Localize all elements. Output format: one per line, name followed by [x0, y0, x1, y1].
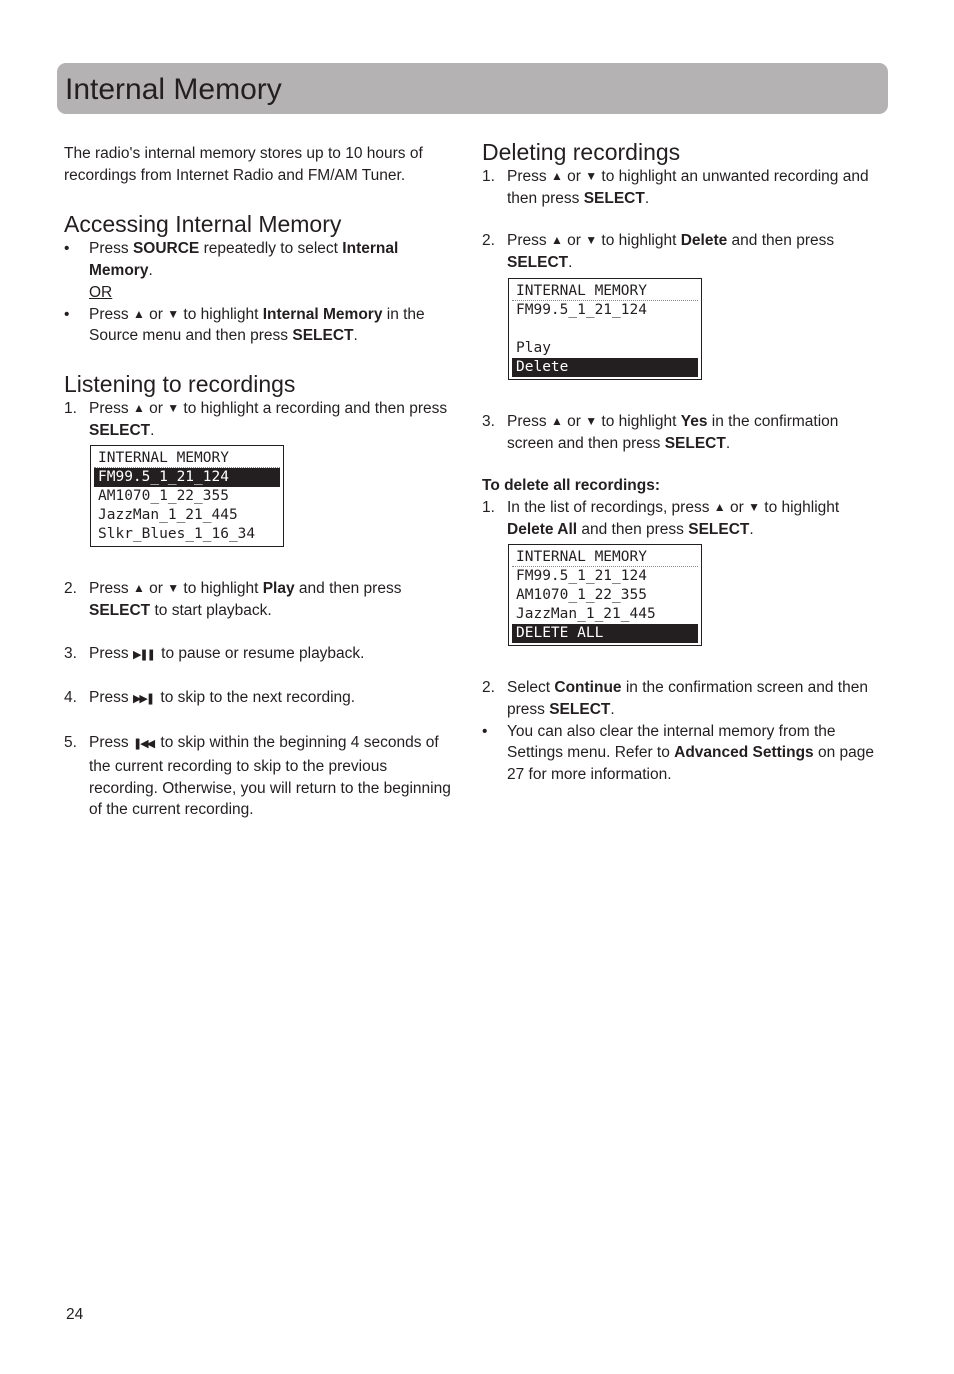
- down-arrow-icon: ▼: [748, 499, 760, 514]
- deleting-step-3: 3. Press ▲ or ▼ to highlight Yes in the confirmation screen and then press SELECT.: [482, 412, 839, 452]
- or-label: OR: [89, 283, 113, 301]
- up-arrow-icon: ▲: [132, 400, 145, 415]
- listening-step-1: 1. Press ▲ or ▼ to highlight a recording and then press SELECT.: [64, 399, 448, 439]
- page-title: Internal Memory: [65, 73, 282, 106]
- down-arrow-icon: ▼: [167, 306, 180, 321]
- lcd-row-empty: [512, 320, 698, 339]
- up-arrow-icon: ▲: [550, 169, 563, 183]
- lcd-row: JazzMan_1_21_445: [98, 507, 238, 524]
- skip-next-icon: ▶▶❚: [132, 693, 154, 706]
- delete-all-step-2: 2. Select Continue in the confirmation screen and then press SELECT.: [482, 679, 868, 719]
- bullet-marker: •: [64, 240, 70, 258]
- lcd-screen-delete: [508, 278, 702, 380]
- deleting-step-2: 2. Press ▲ or ▼ to highlight Delete and then press SELECT.: [482, 232, 835, 272]
- lcd-row: Play: [516, 339, 551, 356]
- lcd-row-highlighted: FM99.5_1_21_124: [94, 468, 280, 487]
- right-column: [482, 139, 882, 786]
- lcd-row: AM1070_1_22_355: [98, 488, 229, 505]
- lcd-row: FM99.5_1_21_124: [516, 568, 647, 585]
- deleting-step-1: 1. Press ▲ or ▼ to highlight an unwanted recording and then press SELECT.: [482, 168, 869, 207]
- title-banner: [57, 63, 888, 114]
- delete-all-bullet: • You can also clear the internal memory from the Settings menu. Refer to Advanced Settings on page 27 for more information.: [482, 722, 875, 784]
- listening-step-4: 4. Press ▶▶❚ to skip to the next recording.: [64, 689, 356, 707]
- bullet-marker: •: [64, 305, 70, 323]
- left-column: [64, 143, 460, 821]
- accessing-heading: Accessing Internal Memory: [64, 211, 342, 238]
- up-arrow-icon: ▲: [132, 581, 145, 596]
- listening-step-5: 5. Press ❚◀◀ to skip within the beginning 4 seconds of the current recording to skip to the previous recording. Otherwise, you will return to the beginning of the current recording.: [64, 734, 451, 819]
- accessing-bullet-2: • Press ▲ or ▼ to highlight Internal Memory in the Source menu and then press SELECT.: [64, 305, 425, 345]
- lcd-screen-recordings: [90, 445, 284, 547]
- listening-step-2: 2. Press ▲ or ▼ to highlight Play and then press SELECT to start playback.: [64, 580, 402, 620]
- up-arrow-icon: ▲: [713, 499, 726, 514]
- lcd-row: JazzMan_1_21_445: [516, 606, 656, 623]
- lcd-row: INTERNAL MEMORY: [94, 449, 280, 468]
- lcd-row: Slkr_Blues_1_16_34: [98, 526, 256, 543]
- up-arrow-icon: ▲: [550, 413, 563, 428]
- listening-heading: Listening to recordings: [64, 370, 296, 397]
- listening-step-3: 3. Press ▶❚❚ to pause or resume playback.: [64, 644, 365, 662]
- up-arrow-icon: ▲: [132, 306, 145, 321]
- lcd-row: INTERNAL MEMORY: [512, 548, 698, 567]
- down-arrow-icon: ▼: [585, 413, 598, 428]
- page-number: 24: [66, 1306, 84, 1323]
- down-arrow-icon: ▼: [167, 400, 180, 415]
- bullet-marker: •: [482, 722, 488, 740]
- delete-all-heading: To delete all recordings:: [482, 477, 661, 495]
- lcd-row: FM99.5_1_21_124: [516, 301, 647, 318]
- deleting-heading: Deleting recordings: [482, 139, 681, 165]
- up-arrow-icon: ▲: [550, 233, 563, 248]
- lcd-row: AM1070_1_22_355: [516, 587, 647, 604]
- down-arrow-icon: ▼: [585, 233, 598, 248]
- delete-all-step-1: 1. In the list of recordings, press ▲ or ▼ to highlight Delete All and then press SELECT.: [482, 498, 840, 538]
- skip-previous-icon: ❚◀◀: [132, 738, 154, 751]
- accessing-bullet-1: • Press SOURCE repeatedly to select Internal Memory. OR: [64, 240, 399, 301]
- play-pause-icon: ▶❚❚: [132, 648, 154, 661]
- intro-paragraph: The radio's internal memory stores up to 10 hours of recordings from Internet Radio and FM/AM Tuner.: [64, 145, 423, 184]
- lcd-row-highlighted: Delete: [512, 358, 698, 377]
- lcd-row-highlighted: DELETE ALL: [512, 624, 698, 643]
- down-arrow-icon: ▼: [167, 581, 180, 596]
- lcd-screen-delete-all: [508, 544, 702, 646]
- down-arrow-icon: ▼: [585, 169, 598, 183]
- lcd-row: INTERNAL MEMORY: [512, 282, 698, 301]
